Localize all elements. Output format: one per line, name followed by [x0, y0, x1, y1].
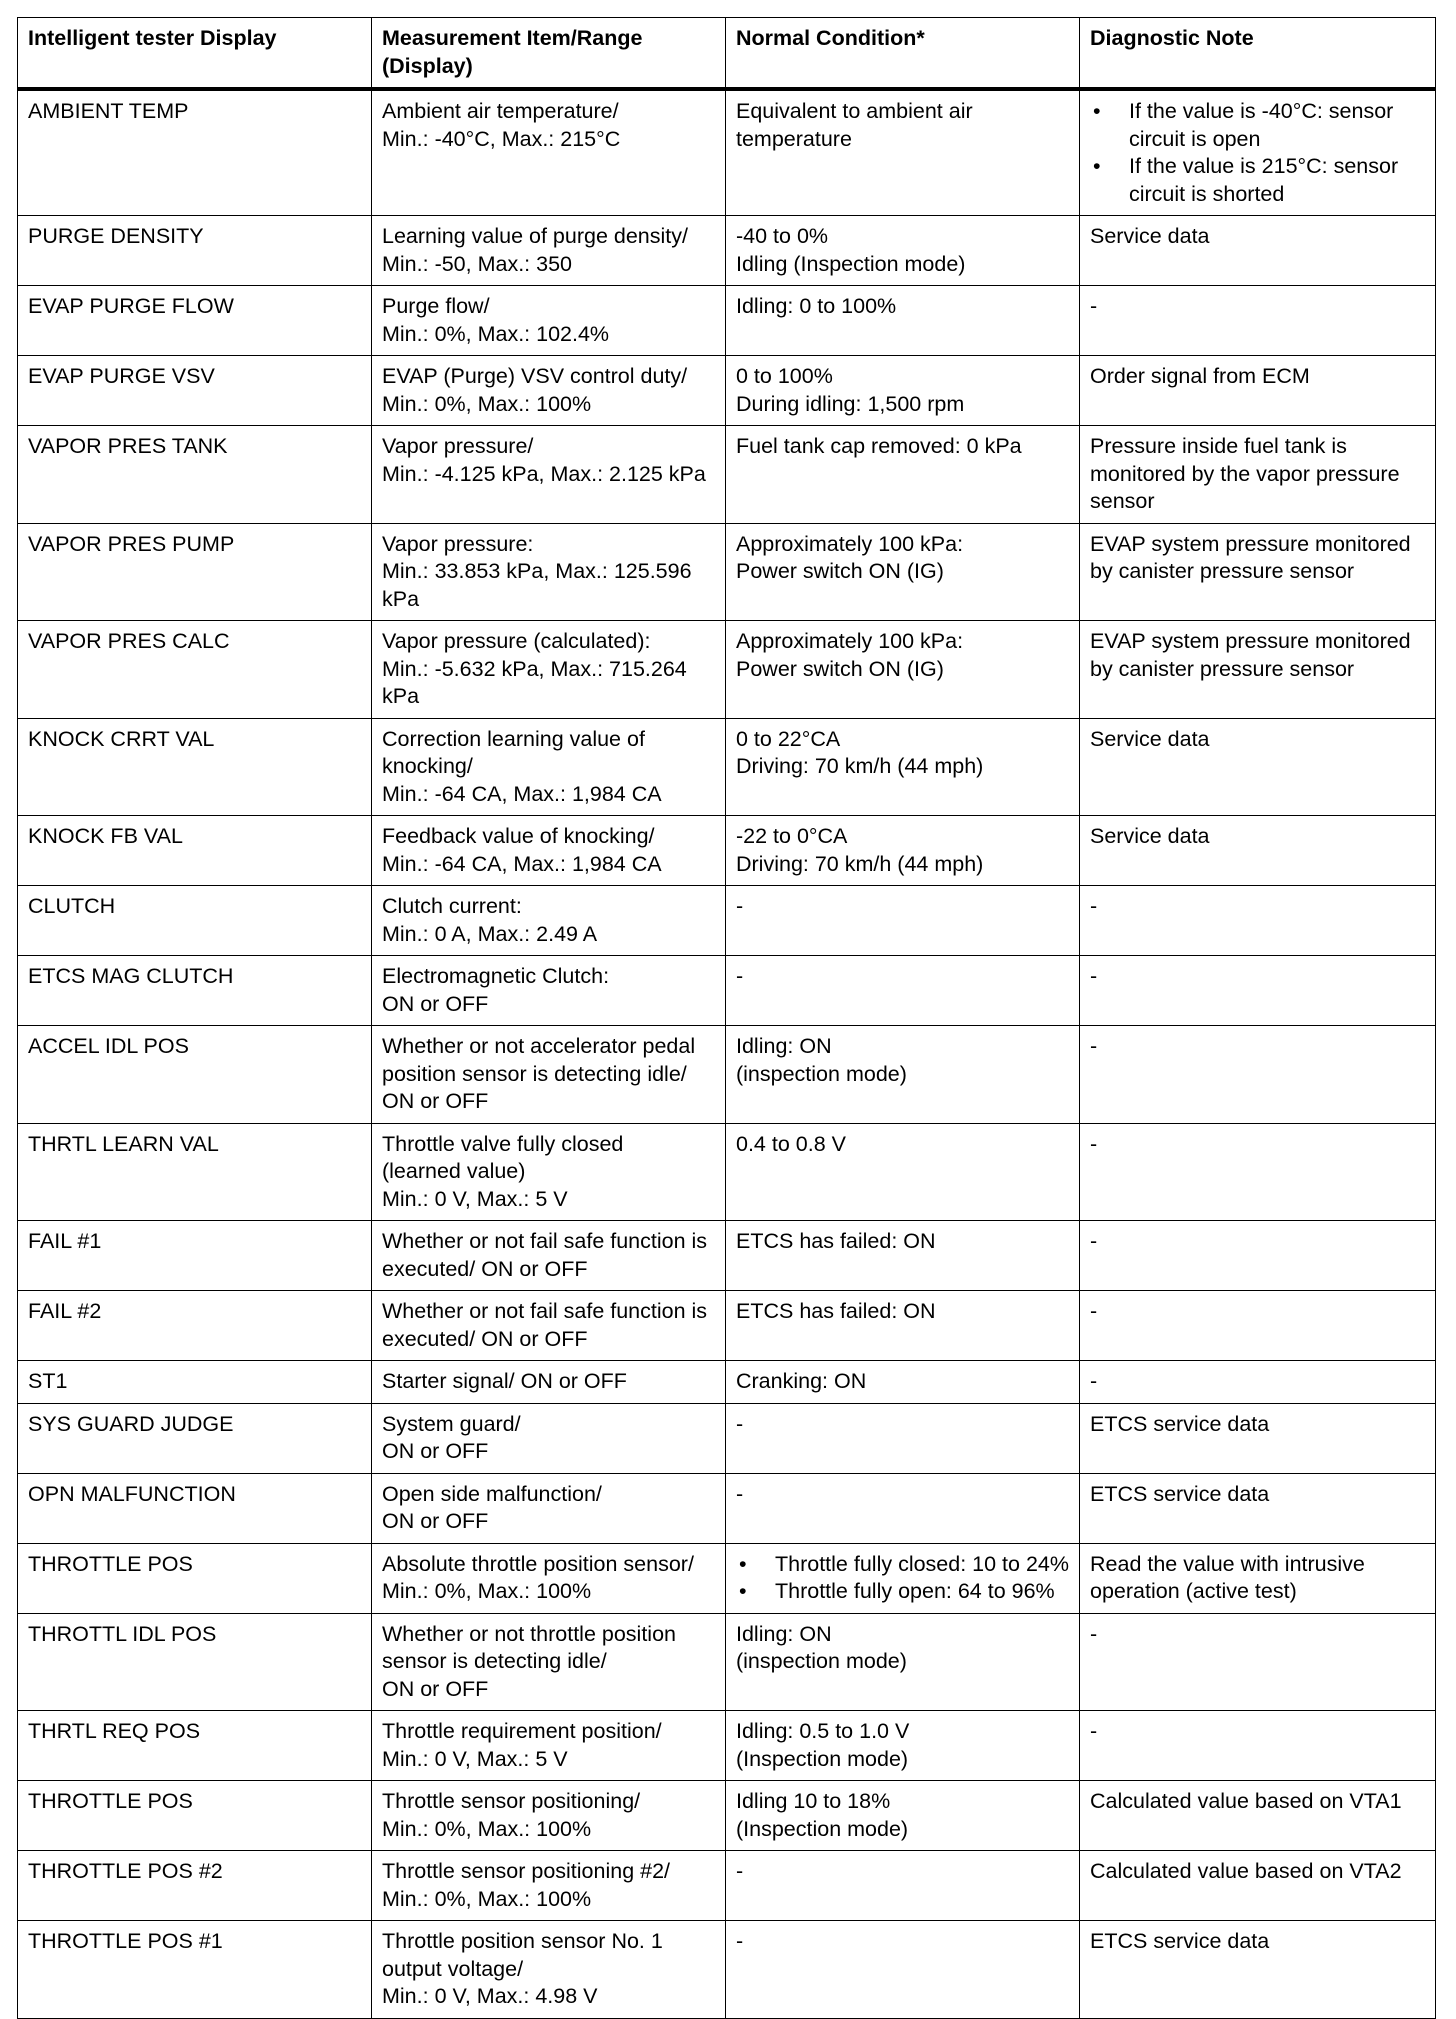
cell-line: ON or OFF	[382, 1089, 489, 1113]
table-row	[18, 816, 1436, 886]
cell-line: Calculated value based on VTA2	[1090, 1859, 1402, 1883]
cell-tester-display: VAPOR PRES PUMP	[18, 523, 372, 621]
cell-diagnostic-note	[1080, 621, 1436, 719]
cell-measurement-item	[372, 1543, 726, 1613]
cell-line: -	[1090, 294, 1098, 318]
table-row	[18, 1221, 1436, 1291]
cell-line: Min.: 0 V, Max.: 5 V	[382, 1746, 568, 1771]
cell-normal-condition	[726, 89, 1080, 216]
cell-line: Min.: -64 CA, Max.: 1,984 CA	[382, 781, 662, 806]
table-row	[18, 286, 1436, 356]
cell-line: Whether or not fail safe function is executed/ ON or OFF	[382, 1229, 708, 1281]
table-row	[18, 1851, 1436, 1921]
cell-diagnostic-note	[1080, 523, 1436, 621]
cell-line: Min.: 33.853 kPa, Max.: 125.596 kPa	[382, 559, 692, 611]
header-tester-display: Intelligent tester Display	[18, 18, 372, 90]
cell-diagnostic-note	[1080, 216, 1436, 286]
table-row	[18, 426, 1436, 524]
table-header-row	[18, 18, 1436, 90]
table-row	[18, 1921, 1436, 2019]
bullet-list	[736, 1551, 1069, 1606]
cell-line: Min.: -5.632 kPa, Max.: 715.264 kPa	[382, 656, 687, 708]
cell-normal-condition	[726, 523, 1080, 621]
cell-tester-display: VAPOR PRES CALC	[18, 621, 372, 719]
cell-diagnostic-note	[1080, 1403, 1436, 1473]
cell-measurement-item	[372, 523, 726, 621]
cell-line: Service data	[1090, 726, 1210, 751]
bullet-item: • Throttle fully closed: 10 to 24%	[736, 1551, 1069, 1579]
cell-diagnostic-note	[1080, 89, 1436, 216]
cell-line: Driving: 70 km/h (44 mph)	[736, 754, 984, 778]
cell-line: Idling: ON	[736, 1034, 832, 1058]
cell-tester-display: THRTL REQ POS	[18, 1711, 372, 1781]
cell-measurement-item	[372, 216, 726, 286]
cell-line: (inspection mode)	[736, 1061, 907, 1086]
cell-diagnostic-note	[1080, 1543, 1436, 1613]
cell-line: Min.: 0 V, Max.: 5 V	[382, 1186, 568, 1211]
cell-tester-display: AMBIENT TEMP	[18, 89, 372, 216]
cell-line: Cranking: ON	[736, 1369, 867, 1393]
cell-diagnostic-note	[1080, 718, 1436, 816]
cell-line: -	[1090, 1369, 1098, 1393]
cell-line: (Inspection mode)	[736, 1816, 909, 1841]
cell-diagnostic-note	[1080, 816, 1436, 886]
cell-tester-display: THROTTL IDL POS	[18, 1613, 372, 1711]
cell-line: EVAP system pressure monitored by canister pressure sensor	[1090, 531, 1411, 583]
cell-line: Min.: 0%, Max.: 100%	[382, 1886, 592, 1911]
cell-diagnostic-note	[1080, 1711, 1436, 1781]
cell-tester-display: CLUTCH	[18, 886, 372, 956]
cell-line: ON or OFF	[382, 991, 489, 1016]
table-row	[18, 1473, 1436, 1543]
cell-measurement-item	[372, 816, 726, 886]
cell-measurement-item	[372, 1711, 726, 1781]
cell-measurement-item	[372, 1613, 726, 1711]
cell-normal-condition	[726, 1543, 1080, 1613]
cell-normal-condition	[726, 356, 1080, 426]
cell-line: -	[1090, 1131, 1098, 1156]
cell-tester-display: SYS GUARD JUDGE	[18, 1403, 372, 1473]
cell-diagnostic-note	[1080, 426, 1436, 524]
cell-measurement-item	[372, 621, 726, 719]
cell-normal-condition	[726, 956, 1080, 1026]
cell-line: Purge flow/	[382, 294, 490, 318]
cell-line: EVAP (Purge) VSV control duty/	[382, 364, 688, 388]
cell-line: Power switch ON (IG)	[736, 559, 944, 583]
cell-line: System guard/	[382, 1411, 521, 1436]
cell-normal-condition	[726, 1026, 1080, 1124]
table-row	[18, 956, 1436, 1026]
cell-diagnostic-note	[1080, 356, 1436, 426]
cell-normal-condition	[726, 1921, 1080, 2019]
cell-line: (Inspection mode)	[736, 1746, 909, 1771]
cell-tester-display: ST1	[18, 1361, 372, 1404]
cell-line: ETCS service data	[1090, 1929, 1270, 1953]
cell-line: 0 to 22°CA	[736, 726, 841, 751]
cell-line: Min.: -64 CA, Max.: 1,984 CA	[382, 851, 662, 876]
cell-line: -	[736, 1481, 744, 1506]
cell-line: ETCS has failed: ON	[736, 1229, 936, 1253]
cell-line: Ambient air temperature/	[382, 99, 619, 123]
table-row	[18, 621, 1436, 719]
cell-tester-display: THROTTLE POS #1	[18, 1921, 372, 2019]
cell-normal-condition	[726, 1291, 1080, 1361]
bullet-list	[1090, 98, 1425, 208]
cell-line: Idling: 0 to 100%	[736, 294, 897, 318]
cell-diagnostic-note	[1080, 1221, 1436, 1291]
cell-tester-display: OPN MALFUNCTION	[18, 1473, 372, 1543]
table-row	[18, 1613, 1436, 1711]
cell-measurement-item	[372, 886, 726, 956]
table-row	[18, 1361, 1436, 1404]
cell-line: -22 to 0°CA	[736, 824, 848, 848]
cell-line: -	[736, 964, 744, 988]
cell-measurement-item	[372, 1291, 726, 1361]
cell-line: Pressure inside fuel tank is monitored by the vapor pressure sensor	[1090, 434, 1400, 513]
cell-line: Electromagnetic Clutch:	[382, 964, 610, 988]
cell-line: Idling: ON	[736, 1621, 832, 1646]
header-diagnostic-note: Diagnostic Note	[1080, 18, 1436, 90]
cell-tester-display: THRTL LEARN VAL	[18, 1123, 372, 1221]
cell-tester-display: THROTTLE POS	[18, 1781, 372, 1851]
cell-line: -	[1090, 1229, 1098, 1253]
table-row	[18, 1026, 1436, 1124]
cell-tester-display: THROTTLE POS	[18, 1543, 372, 1613]
cell-line: Throttle sensor positioning/	[382, 1789, 641, 1813]
cell-measurement-item	[372, 1851, 726, 1921]
cell-tester-display: FAIL #1	[18, 1221, 372, 1291]
cell-tester-display: FAIL #2	[18, 1291, 372, 1361]
cell-line: Min.: -50, Max.: 350	[382, 251, 572, 276]
cell-line: Min.: 0%, Max.: 100%	[382, 391, 592, 416]
cell-line: Whether or not throttle position sensor is detecting idle/	[382, 1621, 676, 1673]
table-row	[18, 1291, 1436, 1361]
cell-line: -	[1090, 1034, 1098, 1058]
bullet-item: • If the value is 215°C: sensor circuit is shorted	[1090, 153, 1425, 208]
cell-measurement-item	[372, 89, 726, 216]
table-row	[18, 1123, 1436, 1221]
cell-line: Throttle valve fully closed	[382, 1131, 624, 1156]
cell-tester-display: ACCEL IDL POS	[18, 1026, 372, 1124]
cell-line: Feedback value of knocking/	[382, 824, 655, 848]
table-row	[18, 886, 1436, 956]
table-row	[18, 1543, 1436, 1613]
cell-line: -	[736, 1929, 744, 1953]
bullet-item: • If the value is -40°C: sensor circuit is open	[1090, 98, 1425, 153]
cell-line: 0 to 100%	[736, 364, 833, 388]
cell-line: During idling: 1,500 rpm	[736, 391, 965, 416]
cell-normal-condition	[726, 426, 1080, 524]
cell-line: Approximately 100 kPa:	[736, 629, 964, 653]
cell-normal-condition	[726, 1851, 1080, 1921]
cell-diagnostic-note	[1080, 1851, 1436, 1921]
cell-line: Min.: 0 A, Max.: 2.49 A	[382, 921, 598, 946]
cell-measurement-item	[372, 1361, 726, 1404]
cell-line: -	[736, 894, 744, 918]
cell-line: -	[736, 1859, 744, 1883]
bullet-item: • Throttle fully open: 64 to 96%	[736, 1578, 1069, 1606]
cell-normal-condition	[726, 816, 1080, 886]
cell-line: Calculated value based on VTA1	[1090, 1789, 1402, 1813]
cell-line: ON or OFF	[382, 1676, 489, 1701]
cell-diagnostic-note	[1080, 1921, 1436, 2019]
cell-line: (learned value)	[382, 1159, 526, 1183]
cell-line: Fuel tank cap removed: 0 kPa	[736, 434, 1022, 458]
table-row	[18, 1781, 1436, 1851]
cell-line: ETCS has failed: ON	[736, 1299, 936, 1323]
cell-tester-display: KNOCK CRRT VAL	[18, 718, 372, 816]
cell-line: Read the value with intrusive operation (active test)	[1090, 1551, 1365, 1603]
cell-line: Service data	[1090, 824, 1210, 848]
table-row	[18, 1403, 1436, 1473]
cell-line: -	[1090, 1621, 1098, 1646]
diagnostic-data-table	[17, 17, 1436, 2019]
cell-diagnostic-note	[1080, 1026, 1436, 1124]
cell-line: -40 to 0%	[736, 224, 829, 248]
cell-diagnostic-note	[1080, 1781, 1436, 1851]
cell-line: Clutch current:	[382, 894, 522, 918]
cell-tester-display: KNOCK FB VAL	[18, 816, 372, 886]
cell-normal-condition	[726, 216, 1080, 286]
cell-line: 0.4 to 0.8 V	[736, 1131, 846, 1156]
cell-line: Power switch ON (IG)	[736, 656, 944, 681]
cell-line: Throttle requirement position/	[382, 1719, 662, 1743]
table-row	[18, 718, 1436, 816]
cell-measurement-item	[372, 356, 726, 426]
cell-line: (inspection mode)	[736, 1649, 907, 1673]
cell-tester-display: EVAP PURGE VSV	[18, 356, 372, 426]
cell-normal-condition	[726, 1403, 1080, 1473]
cell-line: Order signal from ECM	[1090, 364, 1310, 388]
cell-normal-condition	[726, 286, 1080, 356]
cell-line: Absolute throttle position sensor/	[382, 1551, 694, 1576]
cell-line: EVAP system pressure monitored by canister pressure sensor	[1090, 629, 1411, 681]
cell-line: Idling 10 to 18%	[736, 1789, 891, 1813]
cell-diagnostic-note	[1080, 1291, 1436, 1361]
table-row	[18, 1711, 1436, 1781]
cell-line: Min.: 0 V, Max.: 4.98 V	[382, 1984, 598, 2008]
cell-diagnostic-note	[1080, 1613, 1436, 1711]
cell-normal-condition	[726, 1711, 1080, 1781]
cell-line: Open side malfunction/	[382, 1481, 602, 1506]
cell-line: Throttle position sensor No. 1 output voltage/	[382, 1929, 663, 1981]
cell-line: Idling: 0.5 to 1.0 V	[736, 1719, 910, 1743]
cell-measurement-item	[372, 956, 726, 1026]
cell-normal-condition	[726, 1123, 1080, 1221]
table-row	[18, 89, 1436, 216]
cell-measurement-item	[372, 1221, 726, 1291]
cell-normal-condition	[726, 621, 1080, 719]
cell-diagnostic-note	[1080, 886, 1436, 956]
cell-line: Idling (Inspection mode)	[736, 251, 966, 276]
cell-tester-display: VAPOR PRES TANK	[18, 426, 372, 524]
cell-diagnostic-note	[1080, 956, 1436, 1026]
table-body	[18, 89, 1436, 2018]
cell-line: ON or OFF	[382, 1439, 489, 1463]
cell-line: ETCS service data	[1090, 1481, 1270, 1506]
cell-normal-condition	[726, 1221, 1080, 1291]
cell-tester-display: PURGE DENSITY	[18, 216, 372, 286]
cell-tester-display: THROTTLE POS #2	[18, 1851, 372, 1921]
cell-line: Min.: -4.125 kPa, Max.: 2.125 kPa	[382, 461, 706, 486]
cell-measurement-item	[372, 426, 726, 524]
cell-measurement-item	[372, 1473, 726, 1543]
cell-measurement-item	[372, 1026, 726, 1124]
cell-tester-display: ETCS MAG CLUTCH	[18, 956, 372, 1026]
cell-line: Equivalent to ambient air temperature	[736, 99, 973, 151]
table-row	[18, 356, 1436, 426]
cell-measurement-item	[372, 1403, 726, 1473]
cell-line: Driving: 70 km/h (44 mph)	[736, 851, 984, 876]
cell-line: Learning value of purge density/	[382, 224, 688, 248]
cell-line: -	[1090, 894, 1098, 918]
cell-line: -	[1090, 1719, 1098, 1743]
cell-normal-condition	[726, 1613, 1080, 1711]
cell-line: Starter signal/ ON or OFF	[382, 1369, 627, 1393]
cell-normal-condition	[726, 1361, 1080, 1404]
table-row	[18, 216, 1436, 286]
cell-line: -	[736, 1411, 744, 1436]
cell-measurement-item	[372, 286, 726, 356]
cell-line: Min.: 0%, Max.: 100%	[382, 1816, 592, 1841]
cell-measurement-item	[372, 1781, 726, 1851]
cell-diagnostic-note	[1080, 1123, 1436, 1221]
cell-line: Correction learning value of knocking/	[382, 726, 645, 778]
cell-normal-condition	[726, 886, 1080, 956]
header-normal-condition: Normal Condition*	[726, 18, 1080, 90]
cell-line: Min.: 0%, Max.: 102.4%	[382, 321, 610, 346]
cell-normal-condition	[726, 1781, 1080, 1851]
cell-normal-condition	[726, 718, 1080, 816]
cell-diagnostic-note	[1080, 1361, 1436, 1404]
cell-line: ETCS service data	[1090, 1411, 1270, 1436]
cell-line: Service data	[1090, 224, 1210, 248]
cell-diagnostic-note	[1080, 1473, 1436, 1543]
cell-line: Approximately 100 kPa:	[736, 531, 964, 556]
cell-line: Whether or not accelerator pedal position sensor is detecting idle/	[382, 1034, 696, 1086]
header-measurement-item: Measurement Item/Range (Display)	[372, 18, 726, 90]
cell-line: Throttle sensor positioning #2/	[382, 1859, 671, 1883]
cell-line: ON or OFF	[382, 1509, 489, 1533]
cell-measurement-item	[372, 1123, 726, 1221]
cell-line: Vapor pressure/	[382, 434, 534, 458]
cell-line: -	[1090, 964, 1098, 988]
cell-line: Whether or not fail safe function is executed/ ON or OFF	[382, 1299, 708, 1351]
cell-line: Min.: -40°C, Max.: 215°C	[382, 126, 621, 151]
cell-normal-condition	[726, 1473, 1080, 1543]
cell-line: -	[1090, 1299, 1098, 1323]
cell-line: Min.: 0%, Max.: 100%	[382, 1579, 592, 1603]
cell-line: Vapor pressure (calculated):	[382, 629, 651, 653]
cell-measurement-item	[372, 1921, 726, 2019]
table-row	[18, 523, 1436, 621]
cell-measurement-item	[372, 718, 726, 816]
cell-diagnostic-note	[1080, 286, 1436, 356]
cell-line: Vapor pressure:	[382, 531, 534, 556]
cell-tester-display: EVAP PURGE FLOW	[18, 286, 372, 356]
